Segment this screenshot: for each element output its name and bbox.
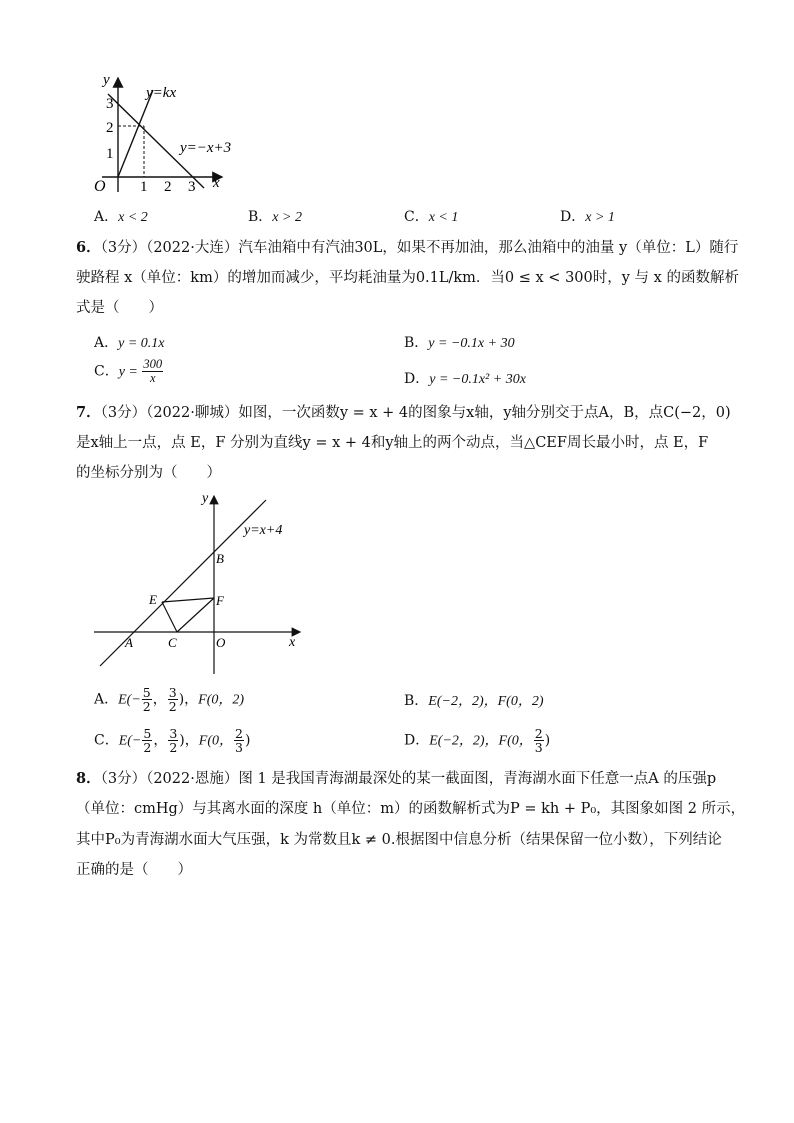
denominator: 2 <box>169 740 178 755</box>
question-text: （3分）（2022·大连）汽车油箱中有汽油30L，如果不再加油，那么油箱中的油量 y（单位：L）随行 <box>100 240 739 256</box>
q8-line-2: （单位：cmHg）与其离水面的深度 h（单位：m）的函数解析式为P = kh + P₀，其图象如图 2 所示， <box>76 801 746 817</box>
y-tick-3: 3 <box>106 96 114 112</box>
q8-line-1 <box>76 769 716 789</box>
option-expr: x < 2 <box>118 210 148 225</box>
q8-line-4: 正确的是（ ） <box>76 862 192 878</box>
coord-prefix: E(− <box>118 733 142 749</box>
question-number: 6． <box>76 239 101 256</box>
numerator: 5 <box>143 726 152 741</box>
x-tick-1: 1 <box>140 179 148 195</box>
fraction <box>534 727 544 754</box>
segment-ef <box>162 598 214 602</box>
fraction <box>142 686 152 713</box>
option-letter: C． <box>94 363 119 380</box>
origin-label: O <box>216 635 226 650</box>
option-expr: y = −0.1x + 30 <box>428 336 515 351</box>
q6-line-2: 驶路程 x（单位：km）的增加而减少，平均耗油量为0.1L/km．当0 ≤ x < 300时，y 与 x 的函数解析 <box>76 270 739 286</box>
numerator: 3 <box>169 726 178 741</box>
q6-option-c[interactable] <box>94 358 164 385</box>
q7-line-3: 的坐标分别为（ ） <box>76 465 221 481</box>
q7-option-c[interactable]: C．E(− $\frac{5}{2}$ ， $\frac{3}{2}$ )，F(0， $\frac{2}{3}$ ) <box>94 726 251 755</box>
y-axis-label: y <box>103 72 110 88</box>
segment-cf <box>177 598 214 632</box>
numerator: 3 <box>168 685 177 700</box>
point-a-label: A <box>125 635 133 650</box>
q6-option-a[interactable] <box>94 332 165 352</box>
denominator: 2 <box>168 699 177 714</box>
denominator: 2 <box>143 740 152 755</box>
fraction <box>142 358 163 385</box>
fraction <box>168 686 178 713</box>
option-letter: A． <box>94 209 119 225</box>
option-letter: C． <box>94 732 119 749</box>
option-letter: B． <box>404 335 429 351</box>
point-b-label: B <box>216 551 224 566</box>
question-text: （3分）（2022·聊城）如图，一次函数y = x + 4的图象与x轴，y轴分别交于点A，B，点C(−2，0) <box>100 405 731 421</box>
option-letter: D． <box>404 732 430 749</box>
option-expr: E(−2，2)，F(0， <box>429 733 533 749</box>
line-label: y=x+4 <box>244 523 283 538</box>
option-expr: y = 0.1x <box>118 336 165 351</box>
fraction <box>234 727 244 754</box>
q6-line-1 <box>76 238 738 258</box>
q5-option-b[interactable] <box>248 206 302 226</box>
option-expr: y = <box>118 364 142 380</box>
option-letter: A． <box>94 335 119 351</box>
numerator: 5 <box>142 685 151 700</box>
option-letter: A． <box>94 691 119 708</box>
point-c-label: C <box>168 635 177 650</box>
option-expr: x > 2 <box>272 210 302 225</box>
numerator: 2 <box>534 726 543 741</box>
q8-line-3: 其中P₀为青海湖水面大气压强，k 为常数且k ≠ 0.根据图中信息分析（结果保留一位小数），下列结论 <box>76 832 722 848</box>
option-expr: y = −0.1x² + 30x <box>429 372 526 387</box>
option-expr: x < 1 <box>428 210 459 225</box>
figure-q7-graph <box>90 488 310 678</box>
question-text: （3分）（2022·恩施）图 1 是我国青海湖最深处的某一截面图，青海湖水面下任意一点A 的压强p <box>100 771 717 787</box>
origin-label: O <box>94 178 106 195</box>
fraction <box>168 727 178 754</box>
q6-option-b[interactable] <box>404 332 515 352</box>
q7-option-a[interactable]: A．E(− $\frac{5}{2}$ ， $\frac{3}{2}$ )，F(0，2) <box>94 685 245 714</box>
option-letter: D． <box>404 371 430 387</box>
denominator: x <box>149 371 156 385</box>
option-expr: E(−2，2)，F(0，2) <box>428 694 544 709</box>
q7-line-2: 是x轴上一点，点 E，F 分别为直线y = x + 4和y轴上的两个动点，当△CEF周长最小时，点 E，F <box>76 435 709 451</box>
label-neg-x-3: y=−x+3 <box>180 140 232 156</box>
x-tick-3: 3 <box>188 179 196 195</box>
x-tick-2: 2 <box>164 179 172 195</box>
option-letter: D． <box>560 209 586 225</box>
option-expr: x > 1 <box>585 210 615 225</box>
denominator: 3 <box>234 740 243 755</box>
y-tick-1: 1 <box>106 146 114 162</box>
option-letter: B． <box>404 693 429 709</box>
denominator: 2 <box>142 699 151 714</box>
denominator: 3 <box>534 740 543 755</box>
q5-option-d[interactable] <box>560 206 615 226</box>
q6-line-3: 式是（ ） <box>76 300 163 316</box>
option-letter: B． <box>248 209 273 225</box>
question-number: 7． <box>76 404 101 421</box>
y-axis-label: y <box>202 491 209 506</box>
q6-option-d[interactable] <box>404 368 526 388</box>
option-letter: C． <box>404 209 429 225</box>
label-kx: y=kx <box>146 85 177 101</box>
q5-option-a[interactable] <box>94 206 148 226</box>
q7-option-b[interactable] <box>404 690 544 710</box>
question-number: 8． <box>76 770 101 787</box>
q7-line-1 <box>76 403 731 423</box>
y-tick-2: 2 <box>106 120 114 136</box>
coord-f: F(0，2) <box>198 692 245 708</box>
point-e-label: E <box>149 592 157 607</box>
figure-q5-graph <box>86 70 256 198</box>
segment-ec <box>162 602 177 632</box>
numerator: 300 <box>143 357 163 371</box>
coord-f-prefix: F(0， <box>198 733 233 749</box>
fraction <box>142 727 152 754</box>
numerator: 2 <box>234 726 243 741</box>
coord-prefix: E(− <box>118 692 141 708</box>
x-axis-label: x <box>213 175 220 191</box>
x-axis-label: x <box>289 635 296 650</box>
q5-option-c[interactable] <box>404 206 458 226</box>
q7-option-d[interactable]: D．E(−2，2)，F(0， $\frac{2}{3}$ ) <box>404 726 551 755</box>
point-f-label: F <box>216 593 224 608</box>
